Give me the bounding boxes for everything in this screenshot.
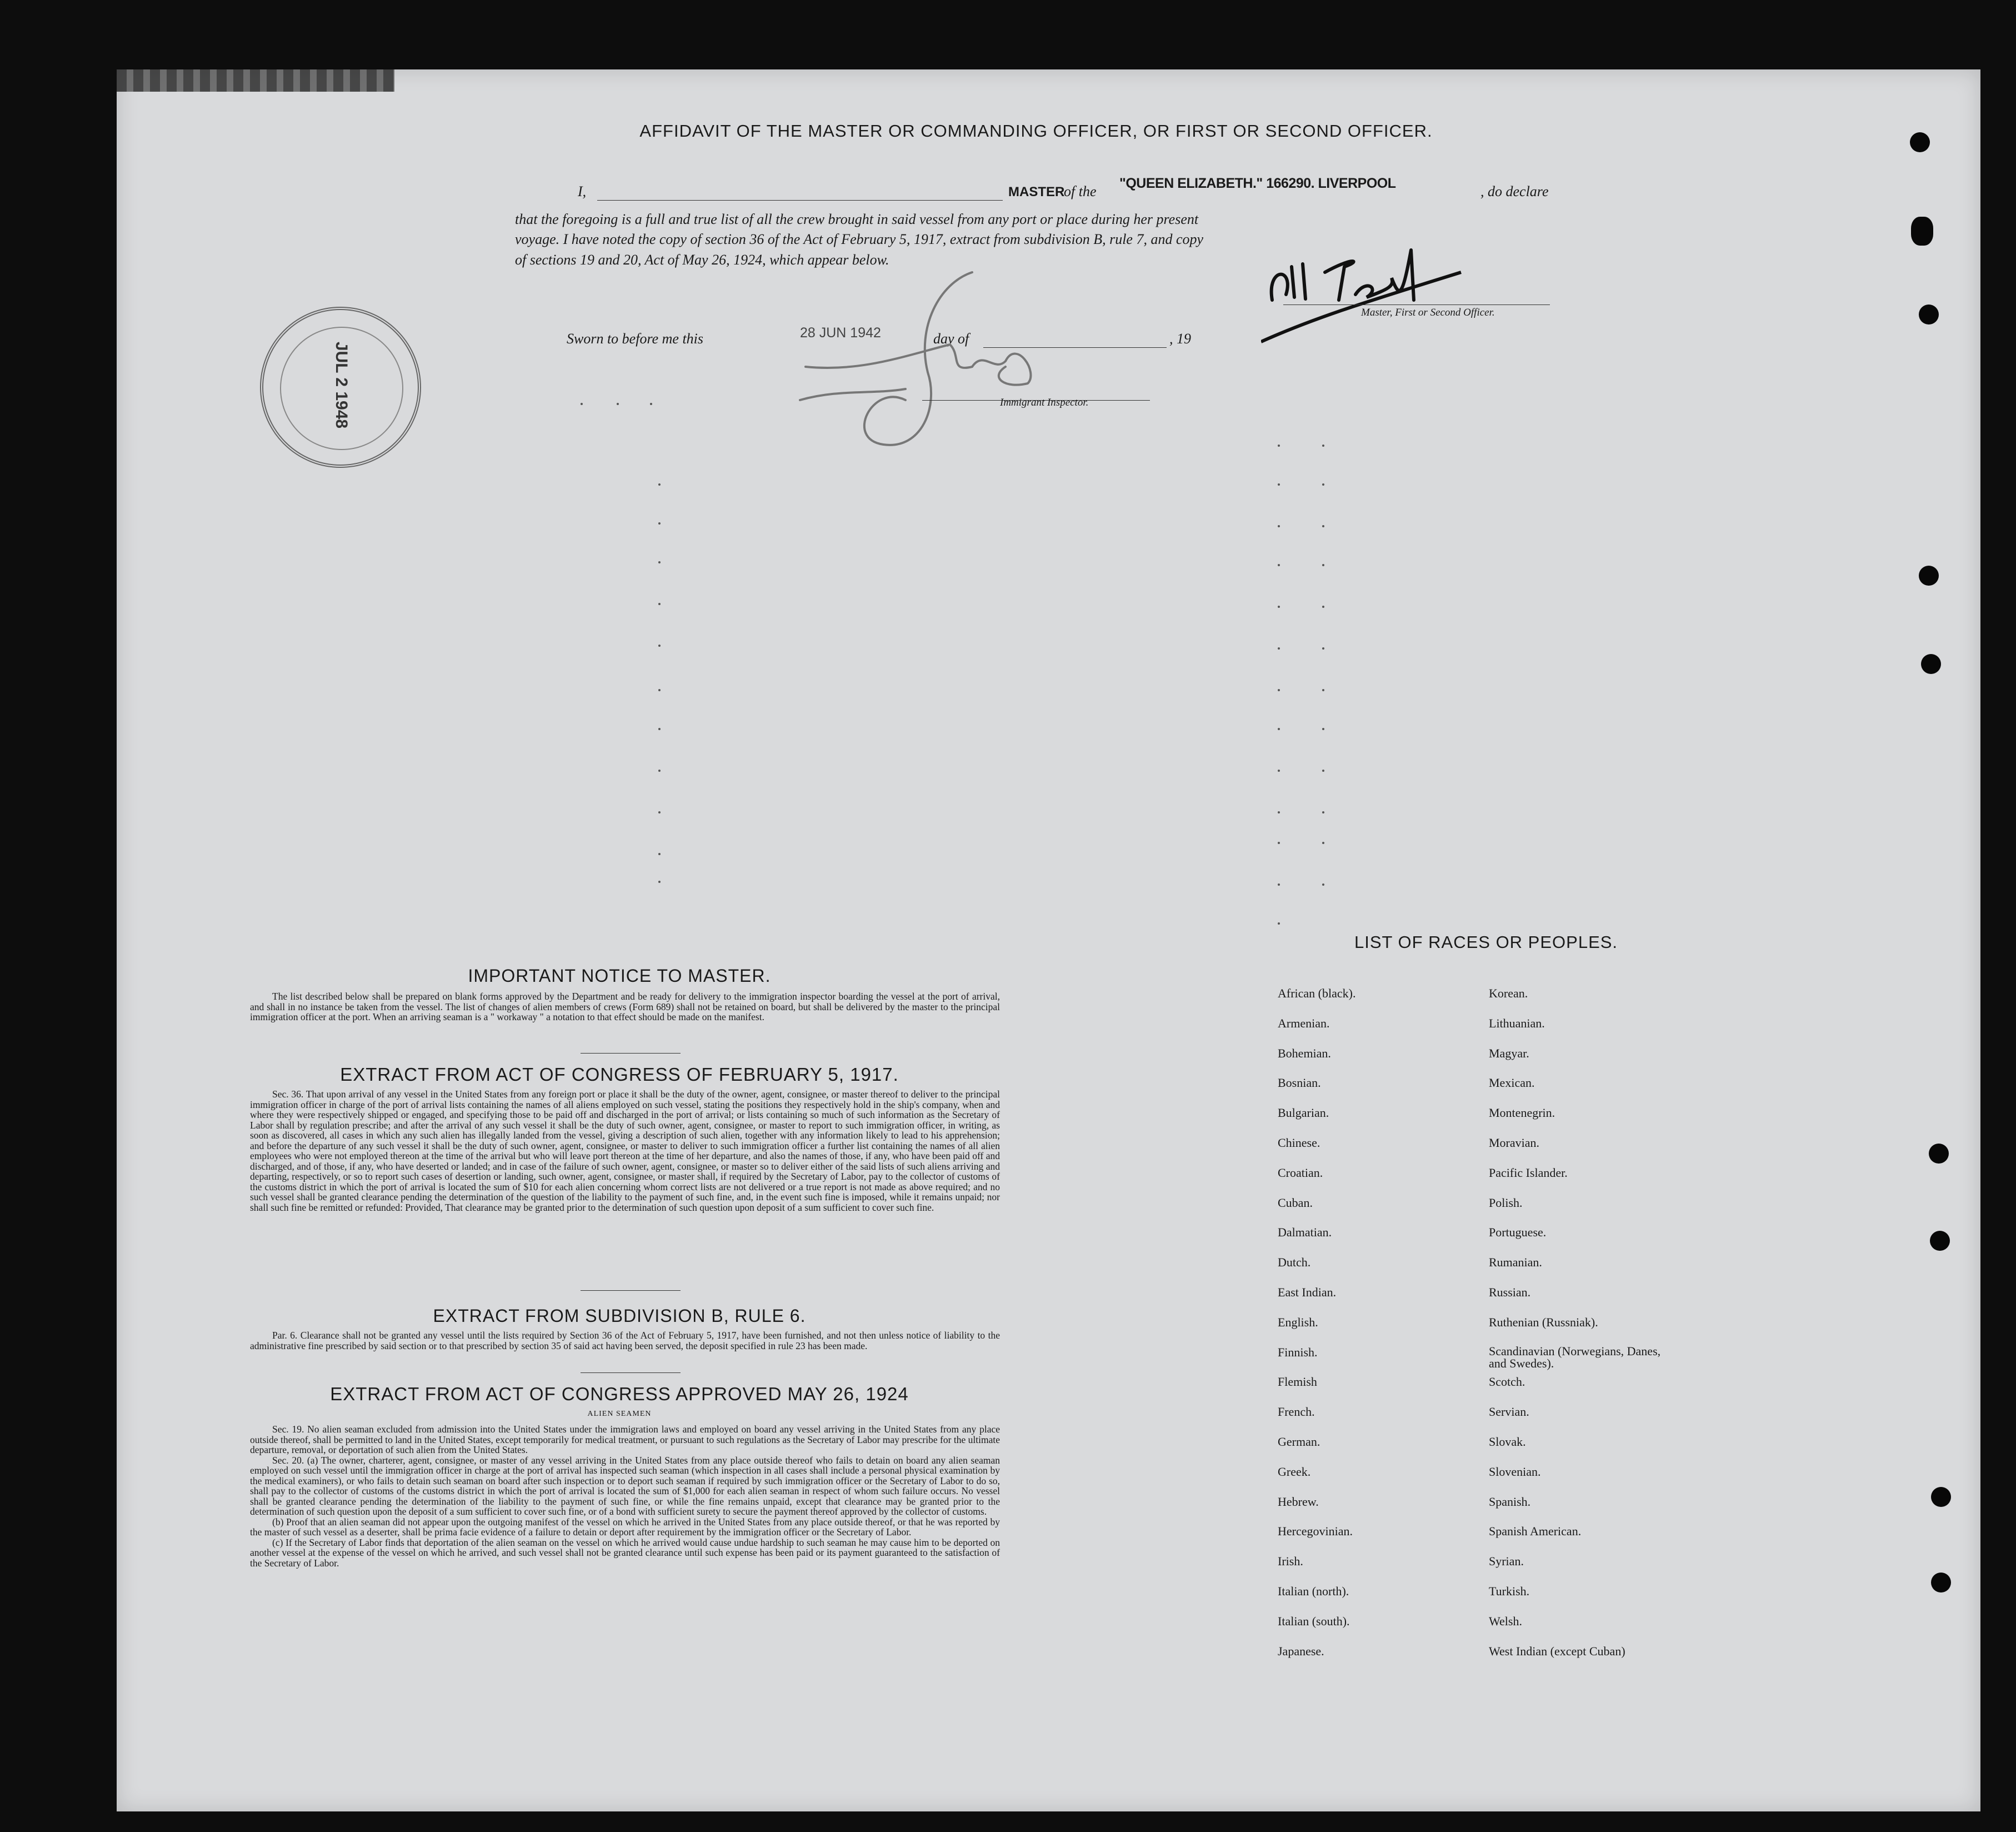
race-item: West Indian (except Cuban) (1489, 1644, 1625, 1658)
race-item: Pacific Islander. (1489, 1165, 1568, 1180)
race-item: Cuban. (1278, 1195, 1313, 1210)
dot-mark (1278, 564, 1280, 566)
inspector-caption: Immigrant Inspector. (1000, 397, 1089, 408)
extract-1917-title: EXTRACT FROM ACT OF CONGRESS OF FEBRUARY 5, 1917. (340, 1064, 899, 1085)
race-item: African (black). (1278, 986, 1356, 1000)
dot-mark (658, 881, 661, 883)
divider (581, 1372, 681, 1373)
race-item: Polish. (1489, 1195, 1523, 1210)
race-item: Syrian. (1489, 1554, 1524, 1569)
race-item: Greek. (1278, 1464, 1311, 1479)
race-item: Flemish (1278, 1375, 1317, 1389)
race-item: English. (1278, 1315, 1318, 1329)
dot-mark (658, 522, 661, 525)
race-item: German. (1278, 1435, 1320, 1449)
race-item: Rumanian. (1489, 1255, 1542, 1270)
stamp-date: JUL 2 1948 (332, 341, 351, 429)
section-20c: (c) If the Secretary of Labor finds that deportation of the alien seaman on the vessel on which he arrived would cause undue hardship to such seaman he may cause him to be deported on another vessel at the expense of the vessel on which he arrived, and such vessel shall not be granted clearance until such expense has been paid or its payment guaranteed to the satisfaction of the Secretary of Labor. (250, 1536, 1000, 1569)
race-item: Italian (north). (1278, 1584, 1349, 1598)
punch-hole (1919, 304, 1939, 325)
dot-mark (1322, 483, 1324, 486)
race-item: Bulgarian. (1278, 1106, 1329, 1120)
dot-mark (658, 689, 661, 691)
punch-hole (1911, 217, 1933, 246)
race-item: Portuguese. (1489, 1225, 1547, 1240)
race-item: Slovak. (1489, 1435, 1526, 1449)
race-item: Ruthenian (Russniak). (1489, 1315, 1598, 1329)
race-item: Montenegrin. (1489, 1106, 1555, 1120)
subdivision-body: Par. 6. Clearance shall not be granted any vessel until the lists required by Section 36 of the Act of February 5, 1917, have been furnished, and not then unless notice of liability to the administrative fine prescribed by said section or to that prescribed by section 35 of said act having been served, the deposit specified in rule 23 has been made. (250, 1330, 1000, 1351)
dot-mark (1278, 842, 1280, 844)
inspector-signature (794, 261, 1083, 461)
punch-hole (1929, 1144, 1949, 1164)
dot-mark (1278, 883, 1280, 886)
race-item: Moravian. (1489, 1136, 1540, 1150)
master-signature (1261, 233, 1472, 345)
affidavit-line-3: of sections 19 and 20, Act of May 26, 1924, which appear below. (515, 252, 889, 268)
affidavit-i-label: I, (578, 183, 587, 199)
dot-mark (1322, 728, 1324, 730)
dot-mark (658, 645, 661, 647)
dot-mark (1322, 689, 1324, 691)
dot-mark (658, 811, 661, 813)
sworn-label: Sworn to before me this (567, 331, 704, 347)
notice-body: The list described below shall be prepared on blank forms approved by the Department and be ready for delivery to the immigration inspector boarding the vessel at the port of arrival, and shall in no instance be taken from the vessel. The list of changes of alien members of crews (Form 689) shall not be retained on board, but shall be delivered by the master to the principal immigration officer at the port. When an arriving seaman is a " workaway " a notation to that effect should be made on the manifest. (250, 991, 1000, 1022)
dot-mark (658, 770, 661, 772)
extract-1917-body: Sec. 36. That upon arrival of any vessel in the United States from any foreign port or place it shall be the duty of the owner, agent, consignee, or master thereof to deliver to the principal immigration officer in charge of the port of arrival lists containing the names of all aliens employed on such vessel, stating the positions they respectively hold in the ship's company, when and where they were respectively shipped or engaged, and specifying those to be paid off and discharged in the port of arrival; or lists containing so much of such information as the Secretary of Labor shall by regulation prescribe; and after the arrival of any such vessel it shall be the duty of such owner, agent, consignee, or master to report to such immigration officer, in writing, as soon as discovered, all cases in which any such alien has illegally landed from the vessel, giving a description of such alien, together with any information likely to lead to his apprehension; and before the departure of any such vessel it shall be the duty of such owner, agent, consignee, or master to deliver to such immigration officer a further list containing the names of all alien employees who were not employed thereon at the time of the arrival but who will leave port thereon at the time of her departure, and also the names of those, if any, who have been paid off and discharged, and of those, if any, who have deserted or landed; and in case of the failure of such owner, agent, consignee, or master so to deliver either of the said lists of such aliens arriving and departing, respectively, or so to report such cases of desertion or landing, such owner, agent, consignee, or master shall, if required by the Secretary of Labor, pay to the collector of customs of the customs district in which the port of arrival is located the sum of $10 for each alien concerning whom correct lists are not delivered or a true report is not made as above required; and no such vessel shall be granted clearance pending the determination of the question of the liability to the payment of such fine, and, in the event such fine is imposed, while it remains unpaid; nor shall such fine be remitted or refunded: Provided, That clearance may be granted prior to the determination of such question upon deposit of a sum sufficient to cover such fine. (250, 1089, 1000, 1213)
dot-mark (1278, 689, 1280, 691)
race-item: East Indian. (1278, 1285, 1337, 1299)
sworn-date-stamp: 28 JUN 1942 (800, 325, 881, 341)
notice-title: IMPORTANT NOTICE TO MASTER. (468, 966, 771, 986)
punch-hole (1931, 1487, 1951, 1507)
race-item: Hercegovinian. (1278, 1524, 1353, 1539)
section-20b: (b) Proof that an alien seaman did not appear upon the outgoing manifest of the vessel on which he arrived in the United States from any place outside thereof, or that he was reported by the master of such vessel as a deserter, shall be prima facie evidence of a failure to detain or deport after requirement by the immigration officer or the Secretary of Labor. (250, 1516, 1000, 1538)
extract-1924-body (250, 1424, 1000, 1568)
affidavit-line-2: voyage. I have noted the copy of section 36 of the Act of February 5, 1917, extract from subdivision B, rule 7, and copy (515, 231, 1204, 247)
dot-mark (1322, 647, 1324, 650)
race-item: Japanese. (1278, 1644, 1324, 1658)
dot-mark (658, 853, 661, 855)
dot-mark (1278, 770, 1280, 772)
dot-mark (1278, 728, 1280, 730)
affidavit-line-1: that the foregoing is a full and true list of all the crew brought in said vessel from any port or place during her present (515, 211, 1199, 227)
dot-mark (1322, 525, 1324, 527)
race-item: Dalmatian. (1278, 1225, 1332, 1240)
race-item: Italian (south). (1278, 1614, 1350, 1628)
punch-hole (1919, 566, 1939, 586)
torn-edge (117, 69, 394, 92)
extract-1924-subtitle: ALIEN SEAMEN (587, 1410, 652, 1418)
dot-mark (1322, 770, 1324, 772)
punch-hole (1921, 654, 1941, 674)
name-line (597, 200, 1003, 201)
dot-mark (617, 403, 619, 405)
race-item: Finnish. (1278, 1345, 1318, 1359)
circular-stamp (260, 307, 421, 468)
dot-mark (1322, 842, 1324, 844)
master-label: MASTER (1008, 184, 1065, 199)
dot-mark (658, 728, 661, 730)
dot-mark (658, 603, 661, 605)
of-the-label: of the (1064, 183, 1097, 199)
race-item: Scotch. (1489, 1375, 1525, 1389)
dot-mark (1278, 647, 1280, 650)
do-declare-label: , do declare (1480, 183, 1549, 199)
punch-hole (1931, 1573, 1951, 1593)
ship-name: "QUEEN ELIZABETH." 166290. LIVERPOOL (1119, 176, 1396, 191)
race-item: Magyar. (1489, 1046, 1529, 1060)
dot-mark (1322, 564, 1324, 566)
extract-1924-title: EXTRACT FROM ACT OF CONGRESS APPROVED MAY 26, 1924 (330, 1384, 909, 1404)
race-item: Lithuanian. (1489, 1016, 1545, 1030)
divider (581, 1053, 681, 1054)
divider (581, 1290, 681, 1291)
race-item: Slovenian. (1489, 1464, 1541, 1479)
race-item: Bohemian. (1278, 1046, 1331, 1060)
dot-mark (1278, 922, 1280, 925)
dot-mark (1322, 811, 1324, 813)
section-20a: Sec. 20. (a) The owner, charterer, agent, consignee, or master of any vessel arriving in the United States from any place outside thereof who fails to detain on board any alien seaman employed on such vessel until the immigration officer in charge at the port of arrival has inspected such seaman (which inspection in all cases shall include a personal physical examination by the medical examiners), or who fails to detain such seaman on board after such inspection or to deport such seaman if required by such immigration officer or the Secretary of Labor to do so, shall pay to the collector of customs of the customs district in which the port of arrival is located the sum of $1,000 for each alien seaman in respect of whom such failure occurs. No vessel shall be granted clearance pending the determination of the liability to the payment of such fine, or while the fine remains unpaid, except that clearance may be granted prior to the determination of such question upon the deposit of a sum sufficient to cover such fine, or of a bond with sufficient surety to secure the payment thereof approved by the collector of customs. (250, 1454, 1000, 1517)
master-signature-line (1283, 304, 1550, 305)
race-item: French. (1278, 1405, 1315, 1419)
dot-mark (1322, 445, 1324, 447)
race-item: Spanish. (1489, 1494, 1531, 1509)
race-item: Bosnian. (1278, 1076, 1321, 1090)
day-of-label: day of (933, 331, 969, 347)
dot-mark (1278, 606, 1280, 608)
dot-mark (658, 483, 661, 486)
dot-mark (1278, 525, 1280, 527)
section-19: Sec. 19. No alien seaman excluded from admission into the United States under the immigration laws and employed on board any vessel arriving in the United States from any place outside thereof, shall be permitted to land in the United States, except temporarily for medical treatment, or pursuant to such regulations as the Secretary of Labor may prescribe for the ultimate departure, removal, or deportation of such alien from the United States. (250, 1424, 1000, 1455)
race-item: Welsh. (1489, 1614, 1522, 1628)
race-item: Mexican. (1489, 1076, 1535, 1090)
race-item: Irish. (1278, 1554, 1303, 1569)
race-item: Russian. (1489, 1285, 1531, 1299)
dot-mark (1278, 445, 1280, 447)
race-item: Servian. (1489, 1405, 1529, 1419)
races-title: LIST OF RACES OR PEOPLES. (1354, 932, 1618, 952)
race-item: Armenian. (1278, 1016, 1330, 1030)
race-item: Croatian. (1278, 1165, 1323, 1180)
dot-mark (1322, 606, 1324, 608)
dot-mark (650, 403, 652, 405)
year-prefix: , 19 (1169, 331, 1191, 347)
race-item: Turkish. (1489, 1584, 1530, 1598)
dot-mark (1322, 883, 1324, 886)
race-item: Dutch. (1278, 1255, 1311, 1270)
affidavit-title: AFFIDAVIT OF THE MASTER OR COMMANDING OFFICER, OR FIRST OR SECOND OFFICER. (639, 121, 1433, 141)
punch-hole (1930, 1231, 1950, 1251)
subdivision-title: EXTRACT FROM SUBDIVISION B, RULE 6. (433, 1306, 806, 1326)
race-item: Chinese. (1278, 1136, 1320, 1150)
race-item: Scandinavian (Norwegians, Danes, and Swedes). (1489, 1344, 1661, 1370)
race-item: Korean. (1489, 986, 1528, 1000)
dot-mark (658, 561, 661, 563)
dot-mark (1278, 483, 1280, 486)
dot-mark (581, 403, 583, 405)
master-caption: Master, First or Second Officer. (1361, 307, 1495, 318)
race-item: Hebrew. (1278, 1494, 1319, 1509)
punch-hole (1910, 132, 1930, 152)
dot-mark (1278, 811, 1280, 813)
race-item: Spanish American. (1489, 1524, 1582, 1539)
